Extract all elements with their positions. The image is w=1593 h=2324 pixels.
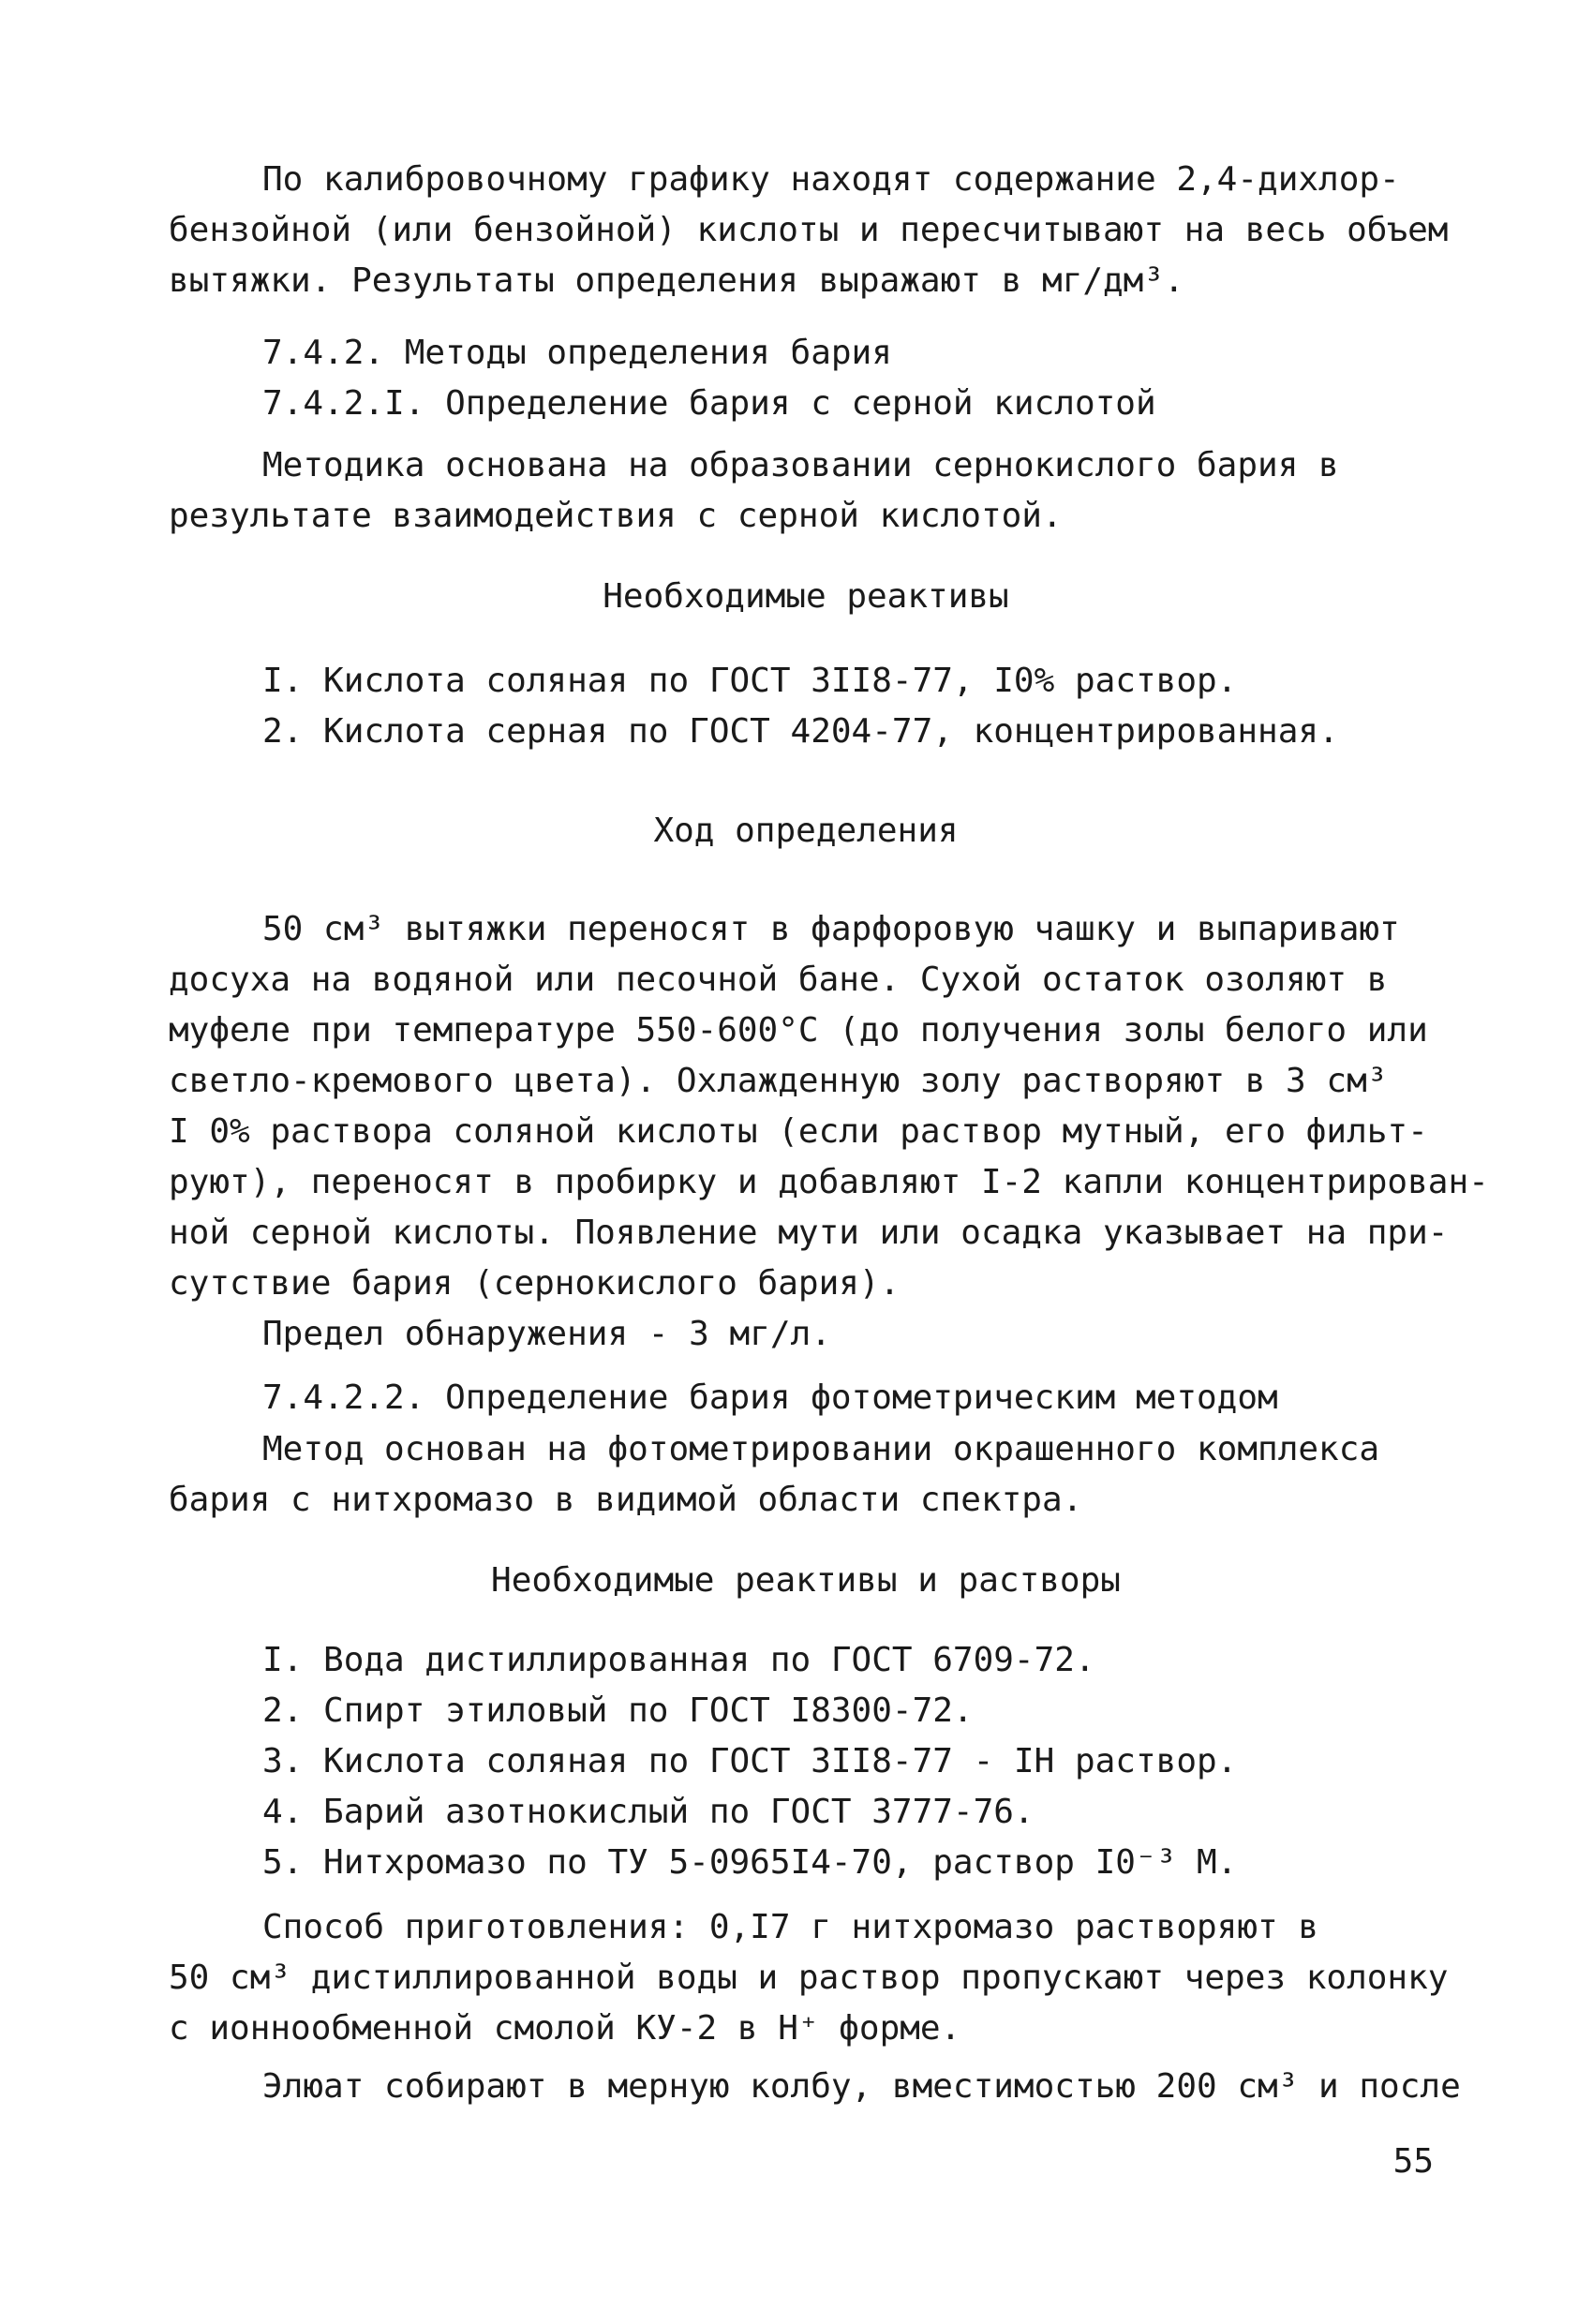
procedure-line: муфеле при температуре 550-600°С (до получения золы белого или: [169, 1011, 1428, 1050]
method2-line-1: Метод основан на фотометрировании окрашенного комплекса: [262, 1430, 1380, 1468]
preparation-paragraph: [169, 1902, 1449, 2054]
list-item: 3. Кислота соляная по ГОСТ 3II8-77 - IН раствор.: [262, 1742, 1238, 1780]
section-heading-7-4-2: [169, 328, 1443, 429]
preparation-line-1: Способ приготовления: 0,I7 г нитхромазо растворяют в: [262, 1908, 1319, 1946]
method2-line-2: бария с нитхромазо в видимой области спектра.: [169, 1481, 1083, 1519]
procedure-line: сутствие бария (сернокислого бария).: [169, 1264, 901, 1303]
procedure-paragraph: [169, 904, 1489, 1360]
reagents-2-list: [169, 1635, 1443, 1888]
intro-paragraph: [169, 155, 1449, 306]
eluate-paragraph: Элюат собирают в мерную колбу, вместимостью 200 см³ и после: [262, 2067, 1461, 2106]
procedure-title: Ход определения: [653, 812, 959, 850]
intro-line-3: вытяжки. Результаты определения выражают в мг/дм³.: [169, 261, 1184, 300]
procedure-line: ной серной кислоты. Появление мути или осадка указывает на при-: [169, 1214, 1449, 1252]
intro-line-2: бензойной (или бензойной) кислоты и пересчитывают на весь объем: [169, 211, 1449, 249]
method-2-paragraph: [169, 1424, 1443, 1526]
method-1-paragraph: [169, 440, 1443, 542]
method1-line-1: Методика основана на образовании сернокислого бария в: [262, 446, 1339, 484]
list-item: 2. Спирт этиловый по ГОСТ I8300-72.: [262, 1691, 974, 1730]
reagents-1-title: Необходимые реактивы: [603, 577, 1009, 616]
intro-line-1: По калибровочному графику находят содержание 2,4-дихлор-: [262, 160, 1400, 199]
detection-limit: Предел обнаружения - 3 мг/л.: [262, 1315, 831, 1353]
list-item: I. Вода дистиллированная по ГОСТ 6709-72.: [262, 1641, 1095, 1679]
procedure-line: 50 см³ вытяжки переносят в фарфоровую чашку и выпаривают: [262, 910, 1400, 948]
section-7-4-2-1: 7.4.2.I. Определение бария с серной кислотой: [262, 384, 1156, 423]
procedure-line: руют), переносят в пробирку и добавляют I-2 капли концентрирован-: [169, 1163, 1489, 1201]
method1-line-2: результате взаимодействия с серной кислотой.: [169, 497, 1063, 535]
page-number: 55: [1392, 2142, 1434, 2181]
procedure-line: I 0% раствора соляной кислоты (если раствор мутный, его фильт-: [169, 1112, 1428, 1151]
section-7-4-2: 7.4.2. Методы определения бария: [262, 334, 892, 372]
list-item: 4. Барий азотнокислый по ГОСТ 3777-76.: [262, 1793, 1035, 1831]
procedure-line: досуха на водяной или песочной бане. Сухой остаток озоляют в: [169, 961, 1388, 999]
preparation-line-2: 50 см³ дистиллированной воды и раствор пропускают через колонку: [169, 1959, 1449, 1997]
list-item: 2. Кислота серная по ГОСТ 4204-77, концентрированная.: [262, 712, 1339, 751]
list-item: 5. Нитхромазо по ТУ 5-0965I4-70, раствор I0⁻³ М.: [262, 1843, 1238, 1882]
reagents-1-list: [169, 656, 1443, 757]
list-item: I. Кислота соляная по ГОСТ 3II8-77, I0% раствор.: [262, 662, 1238, 700]
procedure-line: светло-кремового цвета). Охлажденную золу растворяют в 3 см³: [169, 1062, 1388, 1100]
reagents-2-title: Необходимые реактивы и растворы: [491, 1561, 1121, 1600]
preparation-line-3: с ионнообменной смолой КУ-2 в Н⁺ форме.: [169, 2009, 961, 2048]
section-heading-7-4-2-2: 7.4.2.2. Определение бария фотометрическим методом: [262, 1378, 1278, 1417]
